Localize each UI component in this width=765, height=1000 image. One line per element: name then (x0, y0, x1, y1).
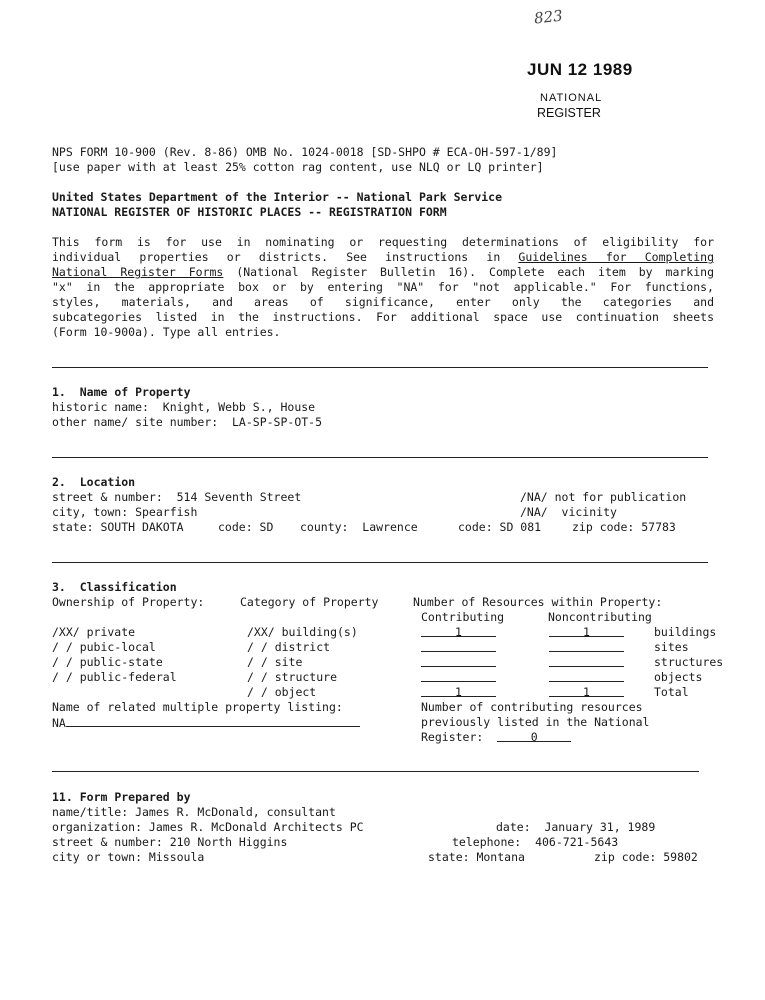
section-number: 1. (52, 385, 66, 399)
section-number: 11. (52, 790, 73, 804)
resource-type: sites (654, 640, 689, 654)
resource-row (421, 625, 496, 640)
instructions-text: individual properties or districts. See instructions in (52, 250, 519, 264)
instructions-text: (National Register Bulletin 16). Complete each item by marking (223, 265, 715, 279)
multiple-property-blank (66, 715, 360, 727)
form-number-line: NPS FORM 10-900 (Rev. 8-86) OMB No. 1024-0018 [SD-SHPO # ECA-OH-597-1/89] (52, 145, 558, 159)
received-date-stamp: JUN 12 1989 (527, 60, 633, 79)
instructions-line-3 (52, 265, 714, 280)
guidelines-link: Guidelines for Completing (518, 250, 714, 264)
resource-row (421, 655, 496, 671)
instructions-paragraph (52, 235, 714, 340)
contributing-count (421, 655, 496, 667)
section-title: Name of Property (79, 385, 191, 399)
ownership-private: /XX/ private (52, 625, 136, 639)
previously-listed-register (421, 730, 571, 745)
resource-row (421, 685, 496, 700)
noncontributing-count (549, 640, 624, 652)
section-3-heading (52, 580, 177, 595)
resource-row (549, 655, 624, 671)
section-2-heading (52, 475, 135, 490)
national-stamp: NATIONAL (540, 92, 603, 104)
section-number: 2. (52, 475, 66, 489)
category-structure: / / structure (247, 670, 338, 684)
preparer-date: date: January 31, 1989 (496, 820, 656, 834)
ownership-public-federal: / / public-federal (52, 670, 177, 684)
street-number: street & number: 514 Seventh Street (52, 490, 302, 504)
category-site: / / site (247, 655, 303, 669)
county: county: Lawrence (300, 520, 418, 534)
state: state: SOUTH DAKOTA (52, 520, 184, 534)
preparer-state: state: Montana (428, 850, 525, 864)
divider (52, 562, 708, 563)
resource-type: structures (654, 655, 724, 669)
resource-type-total: Total (654, 685, 689, 699)
resource-type: objects (654, 670, 703, 684)
resource-row (549, 685, 624, 700)
instructions-line-6: subcategories listed in the instructions. For additional space use continuation sheets (52, 310, 714, 324)
preparer-street: street & number: 210 North Higgins (52, 835, 288, 849)
preparer-name-title: name/title: James R. McDonald, consultant (52, 805, 336, 819)
resource-row (421, 640, 496, 656)
divider (52, 457, 708, 458)
register-count: 0 (497, 730, 571, 742)
not-for-publication: /NA/ not for publication (520, 490, 687, 504)
section-11-heading (52, 790, 191, 805)
divider (52, 367, 708, 368)
contributing-count (421, 670, 496, 682)
resource-row (549, 625, 624, 640)
contributing-label: Contributing (421, 610, 505, 624)
ownership-label: Ownership of Property: (52, 595, 205, 609)
multiple-property-label: Name of related multiple property listing: (52, 700, 343, 714)
previously-listed-line-1: Number of contributing resources (421, 700, 643, 714)
noncontributing-count: 1 (549, 625, 624, 637)
section-number: 3. (52, 580, 66, 594)
noncontributing-count (549, 670, 624, 682)
ownership-public-local: / / pubic-local (52, 640, 156, 654)
resource-type: buildings (654, 625, 717, 639)
contributing-total: 1 (421, 685, 496, 697)
department-line: United States Department of the Interior -- National Park Service (52, 190, 503, 204)
instructions-line-1: This form is for use in nominating or requesting determinations of eligibility for (52, 235, 714, 249)
city-town: city, town: Spearfish (52, 505, 198, 519)
ownership-public-state: / / public-state (52, 655, 163, 669)
noncontributing-label: Noncontributing (548, 610, 652, 624)
instructions-line-4: "x" in the appropriate box or by entering "NA" for "not applicable." For functions, (52, 280, 714, 294)
multiple-property-value (52, 715, 360, 731)
vicinity: /NA/ vicinity (520, 505, 617, 519)
category-buildings: /XX/ building(s) (247, 625, 358, 639)
instructions-line-7: (Form 10-900a). Type all entries. (52, 325, 281, 339)
preparer-zip: zip code: 59802 (594, 850, 698, 864)
section-title: Location (79, 475, 136, 489)
section-title: Form Prepared by (79, 790, 191, 804)
preparer-telephone: telephone: 406-721-5643 (452, 835, 619, 849)
category-label: Category of Property (240, 595, 379, 609)
category-district: / / district (247, 640, 331, 654)
historic-name: historic name: Knight, Webb S., House (52, 400, 316, 414)
form-title: NATIONAL REGISTER OF HISTORIC PLACES -- REGISTRATION FORM (52, 205, 447, 219)
contributing-count (421, 640, 496, 652)
section-1-heading (52, 385, 191, 400)
preparer-city: city or town: Missoula (52, 850, 205, 864)
register-label: Register: (421, 730, 484, 744)
instructions-line-2 (52, 250, 714, 265)
section-title: Classification (79, 580, 177, 594)
state-code: code: SD (218, 520, 274, 534)
county-code: code: SD 081 (458, 520, 542, 534)
category-object: / / object (247, 685, 317, 699)
previously-listed-line-2: previously listed in the National (421, 715, 650, 729)
zip-code: zip code: 57783 (572, 520, 676, 534)
resource-row (549, 670, 624, 686)
other-name: other name/ site number: LA-SP-SP-OT-5 (52, 415, 323, 429)
national-register-forms-link: National Register Forms (52, 265, 224, 279)
resource-row (549, 640, 624, 656)
preparer-organization: organization: James R. McDonald Architects PC (52, 820, 364, 834)
contributing-count: 1 (421, 625, 496, 637)
register-stamp: REGISTER (537, 106, 601, 120)
paper-instructions-line: [use paper with at least 25% cotton rag content, use NLQ or LQ printer] (52, 160, 544, 174)
handwritten-number: 823 (533, 6, 564, 28)
instructions-line-5: styles, materials, and areas of significance, enter only the categories and (52, 295, 714, 309)
noncontributing-count (549, 655, 624, 667)
divider (52, 771, 699, 772)
noncontributing-total: 1 (549, 685, 624, 697)
resources-label: Number of Resources within Property: (413, 595, 663, 609)
resource-row (421, 670, 496, 686)
multiple-property-text: NA (52, 716, 66, 730)
